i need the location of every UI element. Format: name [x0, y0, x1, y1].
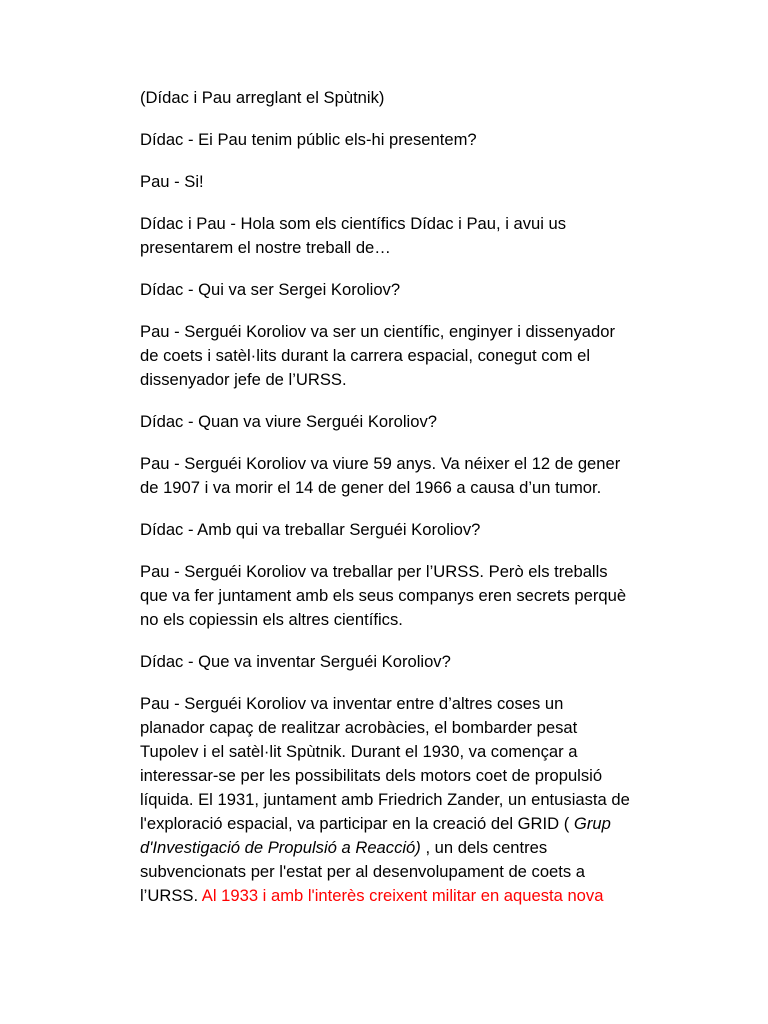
text-line — [140, 812, 688, 836]
paragraph — [140, 128, 688, 152]
text-line: dissenyador jefe de l’URSS. — [140, 370, 347, 389]
text-line — [140, 836, 688, 860]
paragraph — [140, 560, 688, 632]
text-line: Dídac - Quan va viure Serguéi Koroliov? — [140, 412, 437, 431]
text-segment: l’URSS. — [140, 886, 199, 905]
paragraph — [140, 278, 688, 302]
text-line: planador capaç de realitzar acrobàcies, el bombarder pesat — [140, 718, 578, 737]
paragraph — [140, 650, 688, 674]
paragraph — [140, 86, 688, 110]
paragraph — [140, 320, 688, 392]
italic-segment: d'Investigació de Propulsió a Reacció) — [140, 838, 421, 857]
text-line: Dídac - Ei Pau tenim públic els-hi presentem? — [140, 130, 477, 149]
text-line: Pau - Si! — [140, 172, 204, 191]
text-line: Dídac i Pau - Hola som els científics Dídac i Pau, i avui us — [140, 214, 567, 233]
text-line: Pau - Serguéi Koroliov va ser un científic, enginyer i dissenyador — [140, 322, 616, 341]
paragraph — [140, 518, 688, 542]
paragraph-pau-invention — [140, 692, 688, 908]
text-line: líquida. El 1931, juntament amb Friedrich Zander, un entusiasta de — [140, 790, 630, 809]
text-line: Tupolev i el satèl·lit Spùtnik. Durant el 1930, va començar a — [140, 742, 578, 761]
paragraph — [140, 212, 688, 260]
paragraph — [140, 410, 688, 434]
text-line: presentarem el nostre treball de… — [140, 238, 391, 257]
text-segment: , un dels centres — [425, 838, 548, 857]
text-line: Dídac - Qui va ser Sergei Koroliov? — [140, 280, 401, 299]
text-line: subvencionats per l'estat per al desenvolupament de coets a — [140, 862, 586, 881]
paragraph-list — [140, 86, 688, 674]
text-line: interessar-se per les possibilitats dels motors coet de propulsió — [140, 766, 603, 785]
paragraph — [140, 452, 688, 500]
italic-segment: Grup — [573, 814, 611, 833]
text-line: Dídac - Que va inventar Serguéi Koroliov? — [140, 652, 451, 671]
text-line: Pau - Serguéi Koroliov va viure 59 anys. Va néixer el 12 de gener — [140, 454, 621, 473]
text-line: Pau - Serguéi Koroliov va inventar entre d’altres coses un — [140, 694, 564, 713]
text-line — [140, 884, 688, 908]
text-line: de 1907 i va morir el 14 de gener del 1966 a causa d’un tumor. — [140, 478, 602, 497]
text-line: que va fer juntament amb els seus companys eren secrets perquè — [140, 586, 627, 605]
text-line: Dídac - Amb qui va treballar Serguéi Koroliov? — [140, 520, 481, 539]
text-line: Pau - Serguéi Koroliov va treballar per l’URSS. Però els treballs — [140, 562, 608, 581]
text-line: de coets i satèl·lits durant la carrera espacial, conegut com el — [140, 346, 591, 365]
paragraph — [140, 170, 688, 194]
text-line: no els copiessin els altres científics. — [140, 610, 403, 629]
highlighted-segment: Al 1933 i amb l'interès creixent militar en aquesta nova — [201, 886, 604, 905]
text-segment: l'exploració espacial, va participar en la creació del GRID ( — [140, 814, 570, 833]
document-page — [140, 86, 688, 926]
text-line: (Dídac i Pau arreglant el Spùtnik) — [140, 88, 385, 107]
